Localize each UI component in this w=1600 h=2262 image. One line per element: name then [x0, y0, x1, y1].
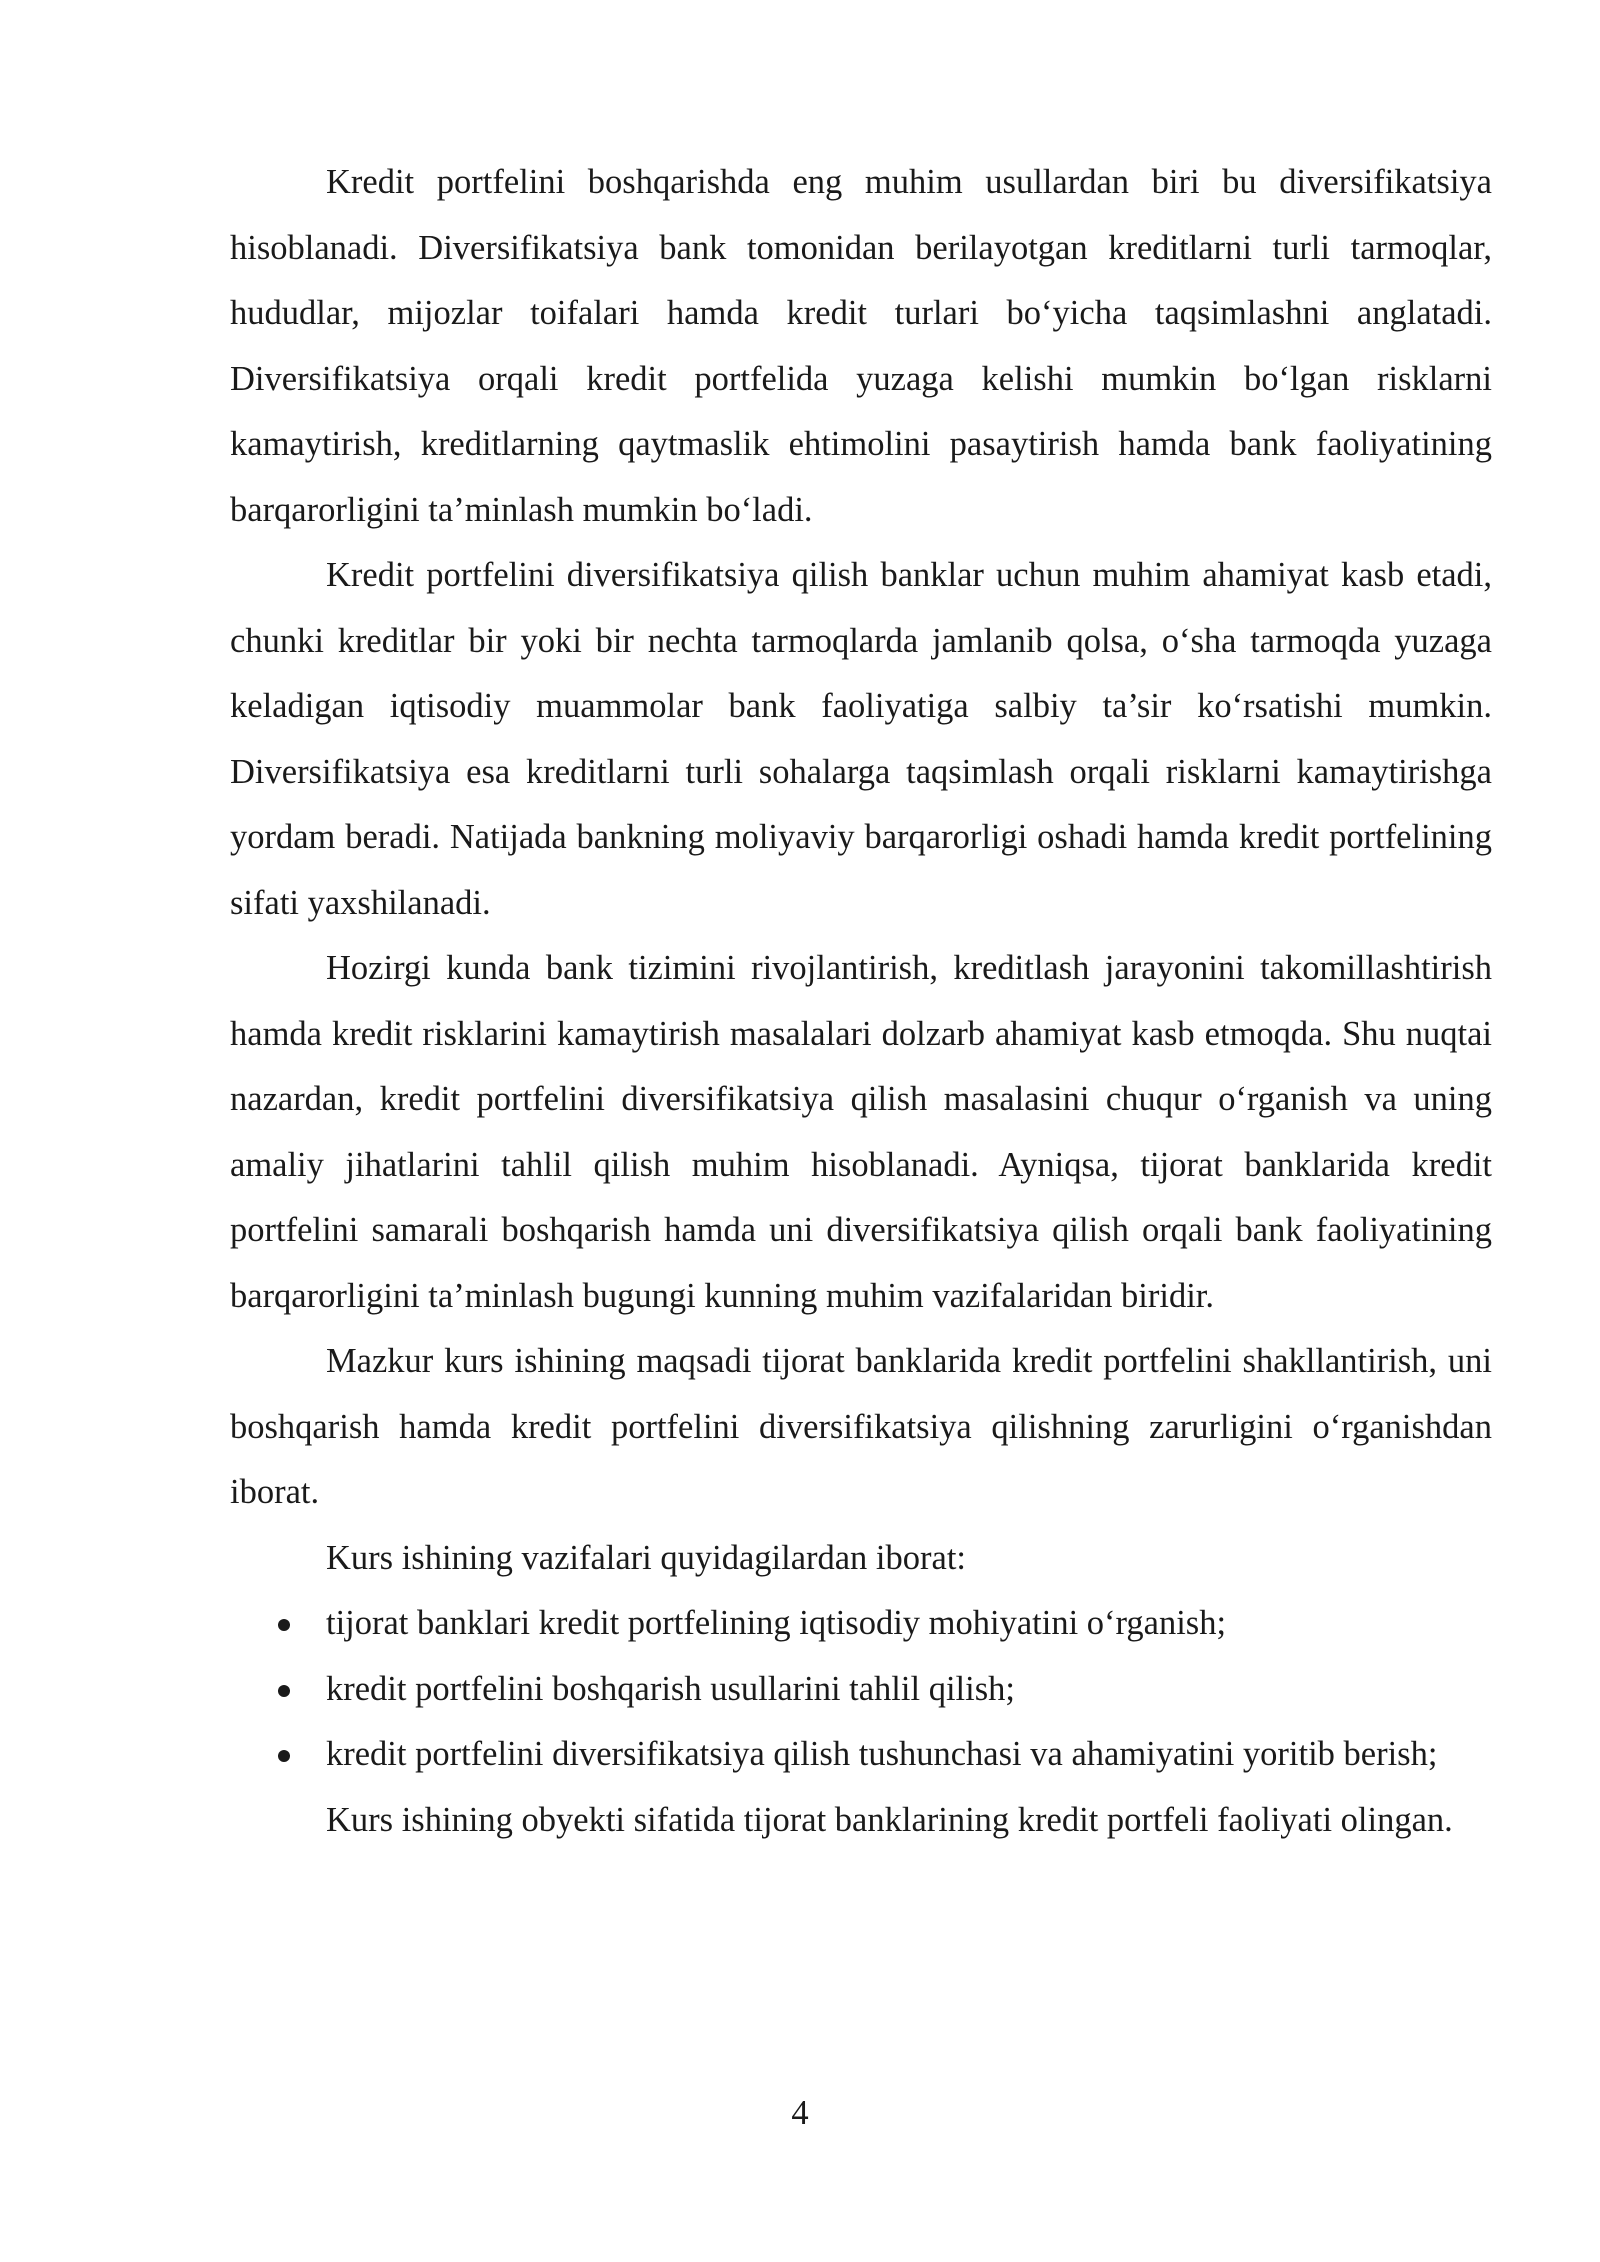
list-item: [230, 1591, 1492, 1657]
paragraph-course-goal: Mazkur kurs ishining maqsadi tijorat banklarida kredit portfelini shakllantirish, uni boshqarish hamda kredit portfelini diversifikatsiya qilishning zarurligini o‘rganishdan iborat.: [230, 1342, 1492, 1511]
paragraph-course-object: Kurs ishining obyekti sifatida tijorat banklarining kredit portfeli faoliyati olingan.: [326, 1800, 1453, 1839]
page-number: 4: [791, 2094, 809, 2132]
paragraph-topic-relevance: Hozirgi kunda bank tizimini rivojlantirish, kreditlash jarayonini takomillashtirish hamda kredit risklarini kamaytirish masalalari dolzarb ahamiyat kasb etmoqda. Shu nuqtai nazardan, kredit portfelini diversifikatsiya qilish masalasini chuqur o‘rganish va uning amaliy jihatlarini tahlil qilish muhim hisoblanadi. Ayniqsa, tijorat banklarida kredit portfelini samarali boshqarish hamda uni diversifikatsiya qilish orqali bank faoliyatining barqarorligini ta’minlash bugungi kunning muhim vazifalaridan biridir.: [230, 949, 1492, 1315]
paragraph-diversification-definition: Kredit portfelini boshqarishda eng muhim usullardan biri bu diversifikatsiya hisoblanadi. Diversifikatsiya bank tomonidan berilayotgan kreditlarni turli tarmoqlar, hududlar, mijozlar toifalari hamda kredit turlari bo‘yicha taqsimlashni anglatadi. Diversifikatsiya orqali kredit portfelida yuzaga kelishi mumkin bo‘lgan risklarni kamaytirish, kreditlarning qaytmaslik ehtimolini pasaytirish hamda bank faoliyatining barqarorligini ta’minlash mumkin bo‘ladi.: [230, 163, 1492, 529]
list-item-text: tijorat banklari kredit portfelining iqtisodiy mohiyatini o‘rganish;: [326, 1604, 1227, 1642]
bullet-icon: [278, 1750, 290, 1762]
tasks-list: [230, 1591, 1492, 1788]
bullet-icon: [278, 1619, 290, 1631]
bullet-icon: [278, 1685, 290, 1697]
list-item-text: kredit portfelini boshqarish usullarini tahlil qilish;: [326, 1669, 1015, 1708]
paragraph-tasks-intro: Kurs ishining vazifalari quyidagilardan iborat:: [326, 1538, 966, 1577]
list-item: [230, 1657, 1492, 1723]
text-body: [230, 150, 1492, 1853]
paragraph-diversification-importance: Kredit portfelini diversifikatsiya qilish banklar uchun muhim ahamiyat kasb etadi, chunki kreditlar bir yoki bir nechta tarmoqlarda jamlanib qolsa, o‘sha tarmoqda yuzaga keladigan iqtisodiy muammolar bank faoliyatiga salbiy ta’sir ko‘rsatishi mumkin. Diversifikatsiya esa kreditlarni turli sohalarga taqsimlash orqali risklarni kamaytirishga yordam beradi. Natijada bankning moliyaviy barqarorligi oshadi hamda kredit portfelining sifati yaxshilanadi.: [230, 556, 1492, 922]
list-item-text: kredit portfelini diversifikatsiya qilish tushunchasi va ahamiyatini yoritib berish;: [326, 1735, 1438, 1773]
list-item: [230, 1722, 1492, 1788]
